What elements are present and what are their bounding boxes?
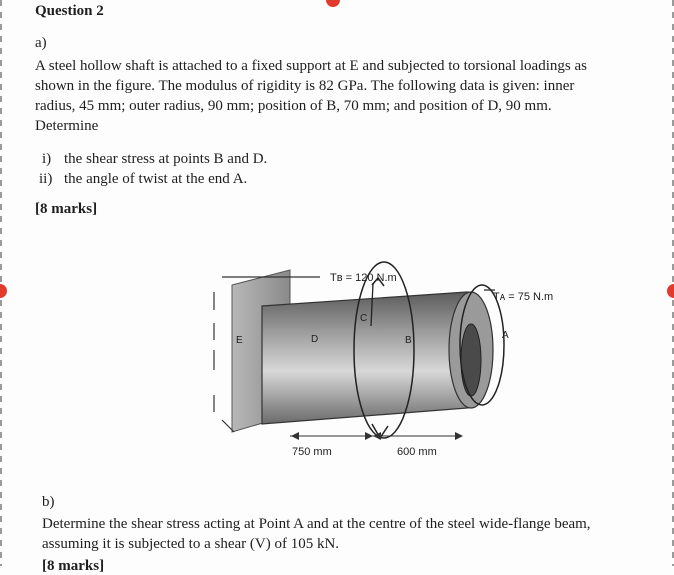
part-b-paragraph: [42, 514, 591, 554]
point-d-label: D: [311, 334, 319, 345]
part-b-line-2: assuming it is subjected to a shear (V) of 105 kN.: [42, 536, 340, 552]
part-a-line-2: shown in the figure. The modulus of rigidity is 82 GPa. The following data is given: inner: [35, 78, 575, 94]
item-2-text: the angle of twist at the end A.: [64, 171, 248, 187]
part-a-label: a): [35, 35, 47, 51]
shaft-bore: [461, 324, 481, 396]
ta-label: Tᴀ = 75 N.m: [493, 291, 554, 303]
point-c-label: C: [360, 313, 368, 324]
item-1-number: i): [42, 151, 52, 167]
part-a-line-4: Determine: [35, 118, 99, 134]
part-b-marks: [8 marks]: [42, 558, 105, 574]
item-2-number: ii): [39, 171, 53, 187]
part-b-label: b): [42, 494, 55, 510]
part-a-line-1: A steel hollow shaft is attached to a fixed support at E and subjected to torsional loadings as: [35, 58, 587, 74]
point-b-label: B: [405, 335, 412, 346]
dimension-600-label: 600 mm: [397, 446, 437, 458]
question-title: Question 2: [35, 3, 104, 19]
part-a-marks: [8 marks]: [35, 201, 98, 217]
point-a-label: A: [502, 330, 509, 341]
dimension-750-label: 750 mm: [292, 446, 332, 458]
part-a-line-3: radius, 45 mm; outer radius, 90 mm; position of B, 70 mm; and position of D, 90 mm.: [35, 98, 552, 114]
tb-label: Tʙ = 120 N.m: [330, 272, 397, 284]
part-b-line-1: Determine the shear stress acting at Point A and at the centre of the steel wide-flange beam,: [42, 516, 591, 532]
point-e-label: E: [236, 335, 243, 346]
item-1-text: the shear stress at points B and D.: [64, 151, 268, 167]
